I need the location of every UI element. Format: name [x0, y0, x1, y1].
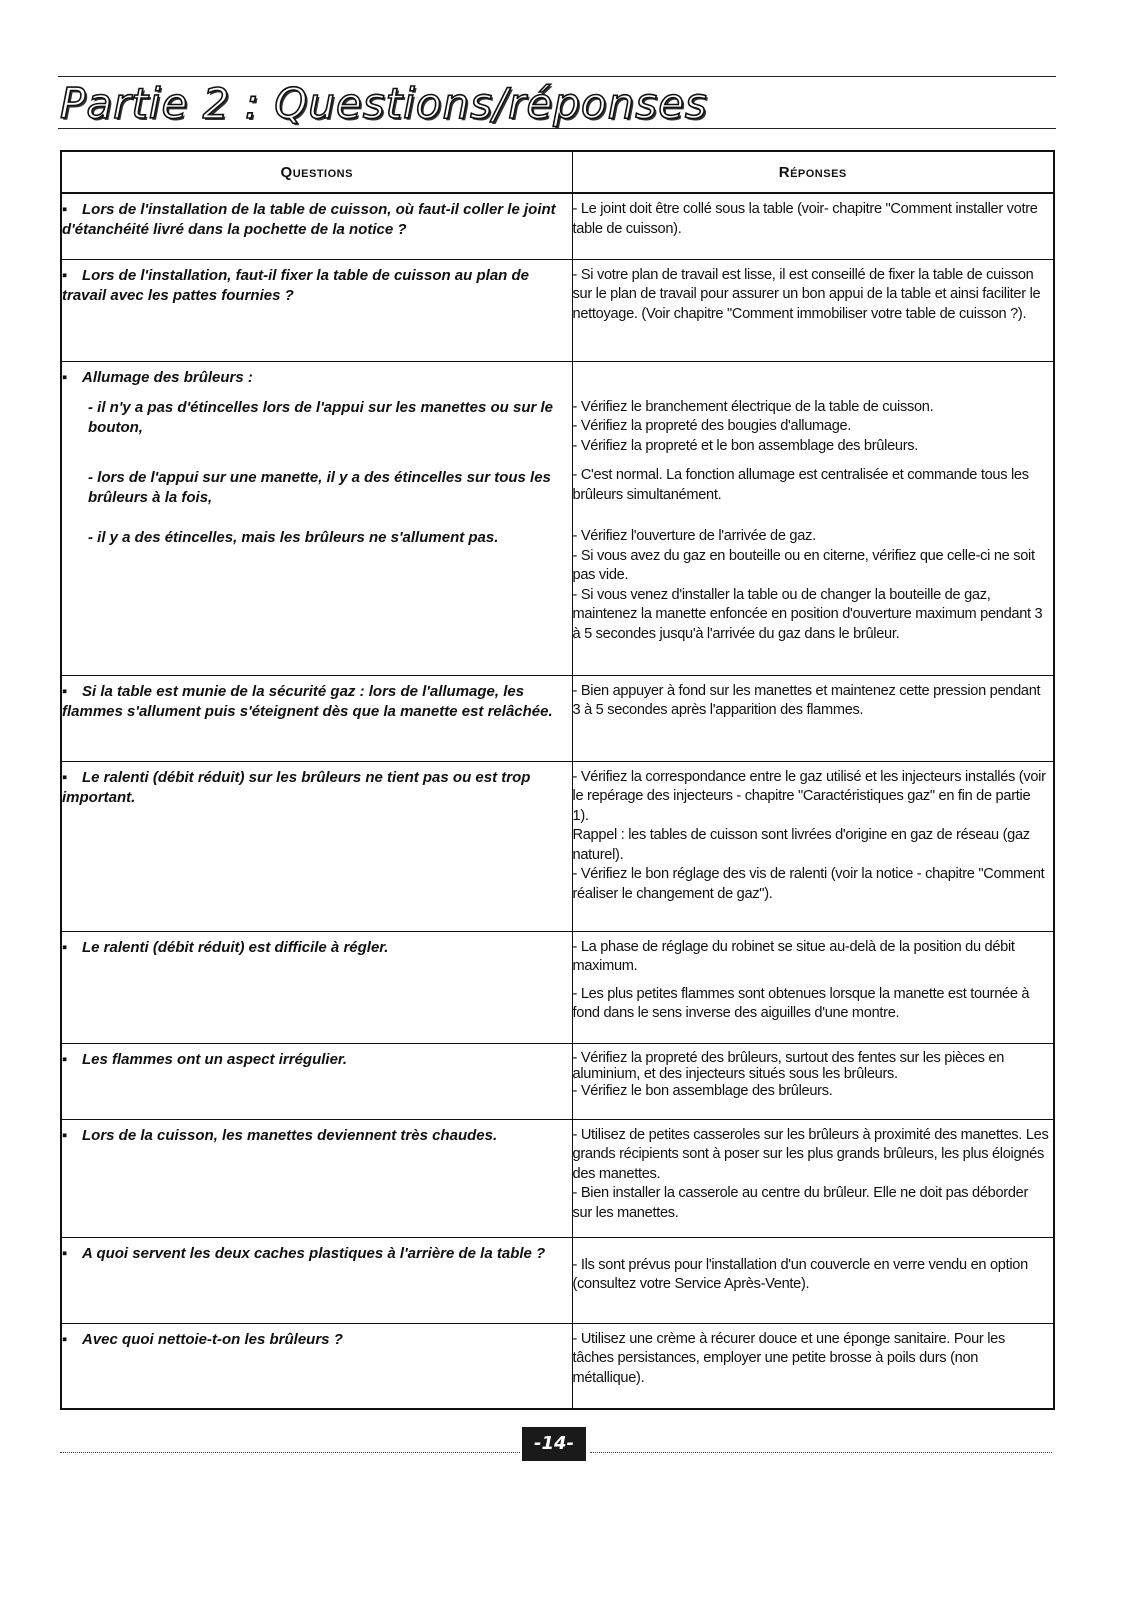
answer-cell [572, 1043, 1054, 1119]
question-text: Avec quoi nettoie-t-on les brûleurs ? [82, 1330, 343, 1348]
question-cell: ▪ Le ralenti (débit réduit) sur les brûleurs ne tient pas ou est trop important. [61, 761, 572, 931]
answer-group [573, 398, 1050, 457]
question-cell: ▪ Les flammes ont un aspect irrégulier. [61, 1043, 572, 1119]
answer-text: - Vérifiez le bon réglage des vis de ralenti (voir la notice - chapitre "Comment réaliser le changement de gaz"). [572, 866, 1045, 902]
answer-text: Rappel : les tables de cuisson sont livrées d'origine en gaz de réseau (gaz naturel). [572, 827, 1030, 863]
qa-table [60, 150, 1055, 1410]
answer-group [573, 527, 1050, 644]
footer-dotted-line-left [60, 1452, 520, 1453]
question-text: Allumage des brûleurs : [82, 368, 253, 386]
answer-text: - Bien installer la casserole au centre du brûleur. Elle ne doit pas déborder sur les manettes. [572, 1185, 1029, 1221]
question-cell: ▪ Avec quoi nettoie-t-on les brûleurs ? [61, 1323, 572, 1409]
answer-cell [572, 1119, 1054, 1237]
question-text: Le ralenti (débit réduit) sur les brûleurs ne tient pas ou est trop important. [62, 768, 531, 806]
answer-text: - Vérifiez le bon assemblage des brûleurs. [572, 1082, 833, 1099]
page-title: Partie 2 : Questions/réponses [60, 79, 708, 128]
question-cell: ▪ Lors de l'installation, faut-il fixer la table de cuisson au plan de travail avec les pattes fournies ? [61, 259, 572, 361]
answer-text: - Si vous venez d'installer la table ou de changer la bouteille de gaz, maintenez la manette enfoncée en position d'ouverture maximum pendant 3 à 5 secondes jusqu'à l'arrivée du gaz dans le brûleur. [572, 586, 1043, 642]
answer-text: - Vérifiez la propreté des bougies d'allumage. [572, 418, 852, 434]
answer-cell [572, 675, 1054, 761]
question-cell: ▪ Allumage des brûleurs : - il n'y a pas d'étincelles lors de l'appui sur les manettes ou sur le bouton, - lors de l'appui sur une manette, il y a des étincelles sur tous les brûleurs à la fois, - il y a des étincelles, mais les brûleurs ne s'allument pas. [61, 361, 572, 675]
answer-text: - Vérifiez le branchement électrique de la table de cuisson. [572, 398, 934, 415]
answer-group [573, 466, 1050, 505]
question-text: A quoi servent les deux caches plastiques à l'arrière de la table ? [82, 1244, 546, 1262]
question-text: Lors de l'installation, faut-il fixer la table de cuisson au plan de travail avec les pattes fournies ? [62, 266, 529, 304]
answer-text: - Vérifiez l'ouverture de l'arrivée de gaz. [572, 528, 816, 544]
question-text: Lors de la cuisson, les manettes deviennent très chaudes. [82, 1126, 498, 1144]
answer-text: - Les plus petites flammes sont obtenues lorsque la manette est tournée à fond dans le sens inverse des aiguilles d'une montre. [572, 985, 1030, 1021]
answer-text: - Vérifiez la propreté des brûleurs, surtout des fentes sur les pièces en aluminium, et des injecteurs situés sous les brûleurs. [572, 1049, 1005, 1082]
answer-cell [572, 259, 1054, 361]
table-row [61, 1043, 1054, 1119]
answer-cell [572, 931, 1054, 1043]
question-cell: ▪ Le ralenti (débit réduit) est difficile à régler. [61, 931, 572, 1043]
answer-text: - Le joint doit être collé sous la table (voir- chapitre "Comment installer votre table de cuisson). [572, 201, 1038, 237]
answer-text: - Si votre plan de travail est lisse, il est conseillé de fixer la table de cuisson sur le plan de travail pour assurer un bon appui de la table et ainsi faciliter le nettoyage. (Voir chapitre "Comment immobiliser votre table de cuisson ?). [572, 266, 1041, 322]
sub-question: - il n'y a pas d'étincelles lors de l'appui sur les manettes ou sur le bouton, [88, 398, 554, 436]
question-cell: ▪ Lors de l'installation de la table de cuisson, où faut-il coller le joint d'étanchéité livré dans la pochette de la notice ? [61, 193, 572, 259]
answer-text: - Vérifiez la propreté et le bon assemblage des brûleurs. [572, 437, 919, 454]
question-text: Les flammes ont un aspect irrégulier. [82, 1050, 348, 1068]
table-row [61, 675, 1054, 761]
table-row [61, 931, 1054, 1043]
table-row [61, 361, 1054, 675]
answer-text: - C'est normal. La fonction allumage est centralisée et commande tous les brûleurs simultanément. [572, 467, 1029, 503]
answer-text: - La phase de réglage du robinet se situe au-delà de la position du débit maximum. [572, 938, 1015, 974]
table-row [61, 761, 1054, 931]
answer-text: - Utilisez de petites casseroles sur les brûleurs à proximité des manettes. Les grands récipients sont à poser sur les plus grands brûleurs, les plus éloignés des manettes. [572, 1126, 1049, 1182]
table-row [61, 1119, 1054, 1237]
sub-question: - lors de l'appui sur une manette, il y a des étincelles sur tous les brûleurs à la fois, [88, 468, 551, 506]
table-row [61, 259, 1054, 361]
footer-dotted-line-right [590, 1452, 1052, 1453]
answer-cell [572, 361, 1054, 675]
question-cell: ▪ Lors de la cuisson, les manettes deviennent très chaudes. [61, 1119, 572, 1237]
table-row [61, 1323, 1054, 1409]
answer-cell [572, 761, 1054, 931]
answer-text: - Utilisez une crème à récurer douce et une éponge sanitaire. Pour les tâches persistances, employer une petite brosse à poils durs (non métallique). [572, 1330, 1005, 1386]
answer-cell [572, 193, 1054, 259]
column-header-questions: Questions [61, 151, 572, 193]
answer-cell [572, 1237, 1054, 1323]
page-number: -14- [522, 1427, 586, 1461]
answer-text: - Si vous avez du gaz en bouteille ou en citerne, vérifiez que celle-ci ne soit pas vide. [572, 547, 1035, 583]
column-header-reponses: Réponses [572, 151, 1054, 193]
sub-question: - il y a des étincelles, mais les brûleurs ne s'allument pas. [88, 528, 499, 546]
title-underline [58, 128, 1056, 129]
question-cell: ▪ Si la table est munie de la sécurité gaz : lors de l'allumage, les flammes s'allument puis s'éteignent dès que la manette est relâchée. [61, 675, 572, 761]
question-text: Si la table est munie de la sécurité gaz : lors de l'allumage, les flammes s'allument puis s'éteignent dès que la manette est relâchée. [62, 682, 553, 720]
qa-body [61, 193, 1054, 1409]
table-row [61, 1237, 1054, 1323]
answer-text: - Vérifiez la correspondance entre le gaz utilisé et les injecteurs installés (voir le repérage des injecteurs - chapitre "Caractéristiques gaz" en fin de partie 1). [572, 768, 1046, 824]
answer-text: - Bien appuyer à fond sur les manettes et maintenez cette pression pendant 3 à 5 secondes après l'apparition des flammes. [572, 682, 1041, 718]
question-text: Le ralenti (débit réduit) est difficile à régler. [82, 938, 389, 956]
answer-cell [572, 1323, 1054, 1409]
top-rule [58, 76, 1056, 77]
question-text: Lors de l'installation de la table de cuisson, où faut-il coller le joint d'étanchéité livré dans la pochette de la notice ? [62, 201, 556, 238]
table-row [61, 193, 1054, 259]
question-cell: ▪ A quoi servent les deux caches plastiques à l'arrière de la table ? [61, 1237, 572, 1323]
answer-text: - Ils sont prévus pour l'installation d'un couvercle en verre vendu en option (consultez votre Service Après-Vente). [572, 1256, 1028, 1292]
